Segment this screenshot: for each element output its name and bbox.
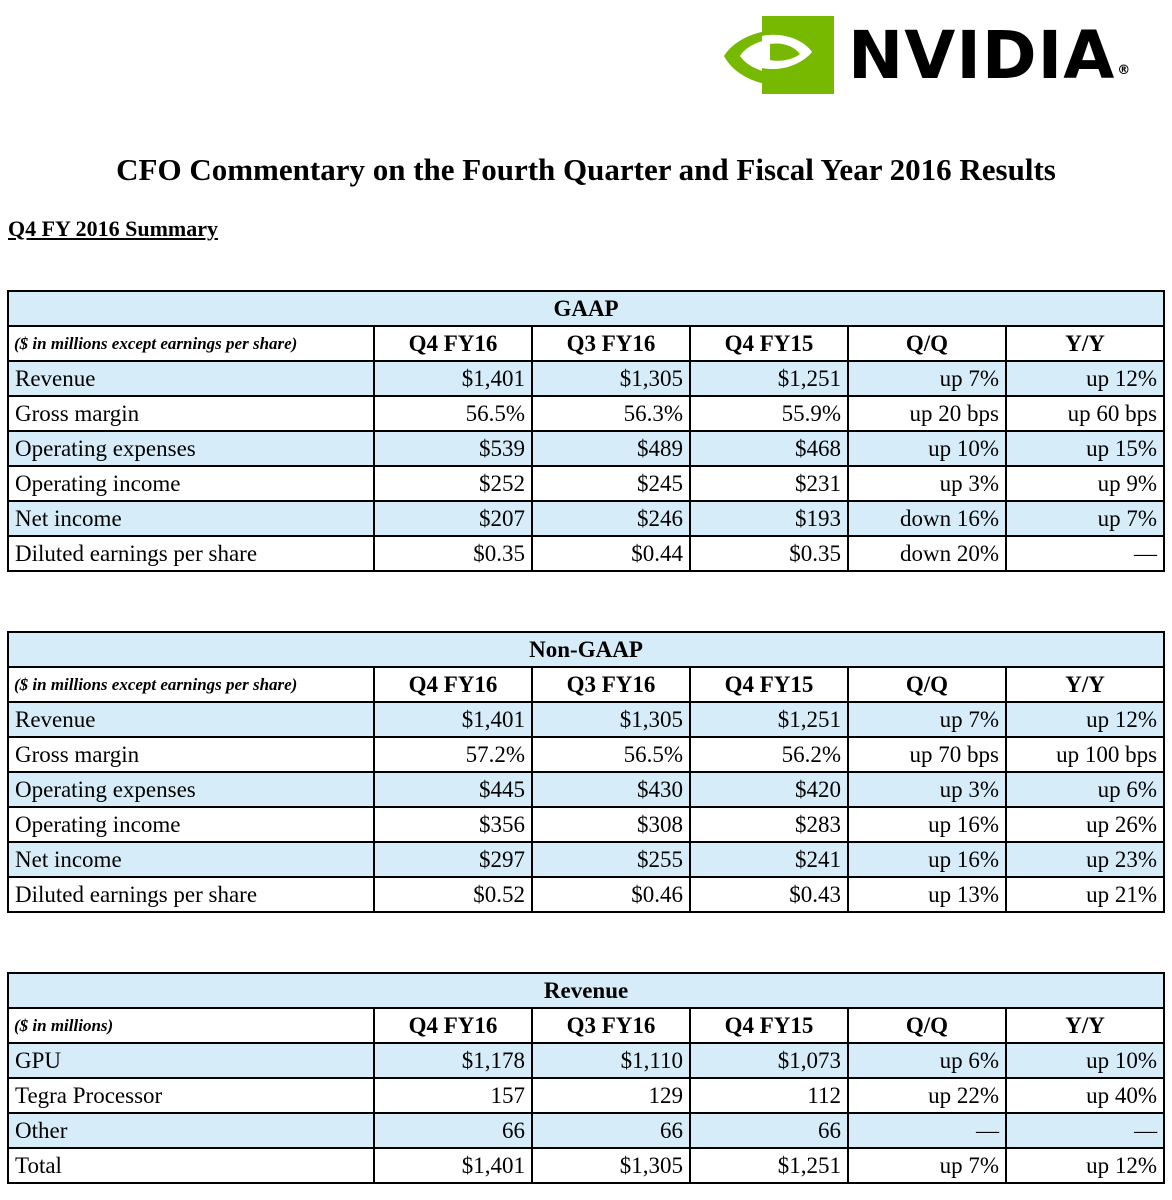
cell-value: $308 — [532, 807, 690, 842]
column-header: Y/Y — [1006, 1008, 1164, 1043]
column-header: Q/Q — [848, 667, 1006, 702]
cell-value: $356 — [374, 807, 532, 842]
table-title: GAAP — [8, 291, 1164, 326]
unit-label: ($ in millions except earnings per share) — [8, 667, 374, 702]
table-row — [8, 1043, 1164, 1078]
table-row — [8, 466, 1164, 501]
cell-value: up 70 bps — [848, 737, 1006, 772]
cell-value: up 3% — [848, 466, 1006, 501]
column-header: Y/Y — [1006, 326, 1164, 361]
cell-value: $0.35 — [374, 536, 532, 571]
cell-value: up 9% — [1006, 466, 1164, 501]
column-header: Q4 FY16 — [374, 667, 532, 702]
cell-value: $1,401 — [374, 1148, 532, 1183]
column-header: Q4 FY15 — [690, 326, 848, 361]
cell-value: $0.46 — [532, 877, 690, 912]
column-header: Q3 FY16 — [532, 667, 690, 702]
cell-value: $207 — [374, 501, 532, 536]
column-header: Q4 FY16 — [374, 1008, 532, 1043]
cell-value: $1,251 — [690, 361, 848, 396]
cell-value: up 10% — [1006, 1043, 1164, 1078]
cell-value: $445 — [374, 772, 532, 807]
cell-value: $468 — [690, 431, 848, 466]
cell-value: down 20% — [848, 536, 1006, 571]
cell-value: 129 — [532, 1078, 690, 1113]
cell-value: up 22% — [848, 1078, 1006, 1113]
table-header-row — [8, 667, 1164, 702]
row-label: Gross margin — [8, 396, 374, 431]
cell-value: up 40% — [1006, 1078, 1164, 1113]
table-header-row — [8, 326, 1164, 361]
column-header: Y/Y — [1006, 667, 1164, 702]
table-row — [8, 1148, 1164, 1183]
table-row — [8, 1078, 1164, 1113]
cell-value: $283 — [690, 807, 848, 842]
cell-value: $430 — [532, 772, 690, 807]
cell-value: up 7% — [848, 361, 1006, 396]
cell-value: $231 — [690, 466, 848, 501]
unit-label: ($ in millions) — [8, 1008, 374, 1043]
cell-value: $1,305 — [532, 1148, 690, 1183]
cell-value: 157 — [374, 1078, 532, 1113]
cell-value: $193 — [690, 501, 848, 536]
cell-value: $245 — [532, 466, 690, 501]
table-row — [8, 396, 1164, 431]
column-header: Q/Q — [848, 326, 1006, 361]
table-row — [8, 536, 1164, 571]
row-label: Operating expenses — [8, 431, 374, 466]
cell-value: $1,073 — [690, 1043, 848, 1078]
revenue-table — [7, 972, 1165, 1184]
row-label: Total — [8, 1148, 374, 1183]
cell-value: 56.5% — [374, 396, 532, 431]
row-label: Operating income — [8, 807, 374, 842]
cell-value: $252 — [374, 466, 532, 501]
cell-value: down 16% — [848, 501, 1006, 536]
cell-value: up 12% — [1006, 1148, 1164, 1183]
column-header: Q4 FY15 — [690, 1008, 848, 1043]
column-header: Q4 FY15 — [690, 667, 848, 702]
row-label: Other — [8, 1113, 374, 1148]
nvidia-wordmark: NVIDIA ® — [848, 17, 1132, 94]
row-label: Diluted earnings per share — [8, 877, 374, 912]
cell-value: $0.35 — [690, 536, 848, 571]
cell-value: up 21% — [1006, 877, 1164, 912]
cell-value: $0.52 — [374, 877, 532, 912]
cell-value: up 6% — [848, 1043, 1006, 1078]
cell-value: 56.5% — [532, 737, 690, 772]
table-row — [8, 702, 1164, 737]
cell-value: up 7% — [848, 702, 1006, 737]
cell-value: up 23% — [1006, 842, 1164, 877]
row-label: Operating income — [8, 466, 374, 501]
cell-value: up 16% — [848, 807, 1006, 842]
table-row — [8, 1113, 1164, 1148]
table-title: Non-GAAP — [8, 632, 1164, 667]
table-row — [8, 807, 1164, 842]
cell-value: up 15% — [1006, 431, 1164, 466]
column-header: Q/Q — [848, 1008, 1006, 1043]
cell-value: up 100 bps — [1006, 737, 1164, 772]
column-header: Q4 FY16 — [374, 326, 532, 361]
cell-value: up 60 bps — [1006, 396, 1164, 431]
cell-value: $255 — [532, 842, 690, 877]
non-gaap-table — [7, 631, 1165, 913]
table-row — [8, 737, 1164, 772]
cell-value: 112 — [690, 1078, 848, 1113]
cell-value: 66 — [532, 1113, 690, 1148]
table-row — [8, 772, 1164, 807]
cell-value: up 7% — [848, 1148, 1006, 1183]
cell-value: $1,251 — [690, 1148, 848, 1183]
cell-value: 66 — [374, 1113, 532, 1148]
cell-value: $539 — [374, 431, 532, 466]
cell-value: up 26% — [1006, 807, 1164, 842]
cell-value: $0.44 — [532, 536, 690, 571]
cell-value: $0.43 — [690, 877, 848, 912]
row-label: Net income — [8, 501, 374, 536]
cell-value: up 10% — [848, 431, 1006, 466]
document-title: CFO Commentary on the Fourth Quarter and Fiscal Year 2016 Results — [116, 152, 1056, 187]
cell-value: $1,305 — [532, 702, 690, 737]
cell-value: 56.2% — [690, 737, 848, 772]
cell-value: $489 — [532, 431, 690, 466]
cell-value: $297 — [374, 842, 532, 877]
cell-value: $1,401 — [374, 361, 532, 396]
table-row — [8, 501, 1164, 536]
table-row — [8, 842, 1164, 877]
cell-value: up 12% — [1006, 702, 1164, 737]
row-label: Revenue — [8, 702, 374, 737]
cell-value: $241 — [690, 842, 848, 877]
row-label: Gross margin — [8, 737, 374, 772]
cell-value: 56.3% — [532, 396, 690, 431]
unit-label: ($ in millions except earnings per share) — [8, 326, 374, 361]
gaap-table — [7, 290, 1165, 572]
section-heading: Q4 FY 2016 Summary — [8, 216, 219, 241]
cell-value: up 3% — [848, 772, 1006, 807]
cell-value: — — [848, 1113, 1006, 1148]
cell-value: — — [1006, 1113, 1164, 1148]
column-header: Q3 FY16 — [532, 326, 690, 361]
row-label: Tegra Processor — [8, 1078, 374, 1113]
cell-value: up 20 bps — [848, 396, 1006, 431]
table-title: Revenue — [8, 973, 1164, 1008]
cell-value: up 13% — [848, 877, 1006, 912]
cell-value: $1,110 — [532, 1043, 690, 1078]
nvidia-eye-icon — [722, 16, 834, 94]
cell-value: $420 — [690, 772, 848, 807]
cell-value: $1,401 — [374, 702, 532, 737]
table-row — [8, 361, 1164, 396]
table-header-row — [8, 1008, 1164, 1043]
row-label: GPU — [8, 1043, 374, 1078]
cell-value: 55.9% — [690, 396, 848, 431]
cell-value: — — [1006, 536, 1164, 571]
cell-value: up 7% — [1006, 501, 1164, 536]
cell-value: $1,305 — [532, 361, 690, 396]
cell-value: $1,178 — [374, 1043, 532, 1078]
cell-value: up 16% — [848, 842, 1006, 877]
row-label: Net income — [8, 842, 374, 877]
table-row — [8, 431, 1164, 466]
cell-value: $246 — [532, 501, 690, 536]
column-header: Q3 FY16 — [532, 1008, 690, 1043]
row-label: Diluted earnings per share — [8, 536, 374, 571]
nvidia-logo — [722, 14, 1132, 98]
cell-value: up 6% — [1006, 772, 1164, 807]
cell-value: 57.2% — [374, 737, 532, 772]
cell-value: $1,251 — [690, 702, 848, 737]
row-label: Revenue — [8, 361, 374, 396]
cell-value: up 12% — [1006, 361, 1164, 396]
table-row — [8, 877, 1164, 912]
cell-value: 66 — [690, 1113, 848, 1148]
row-label: Operating expenses — [8, 772, 374, 807]
